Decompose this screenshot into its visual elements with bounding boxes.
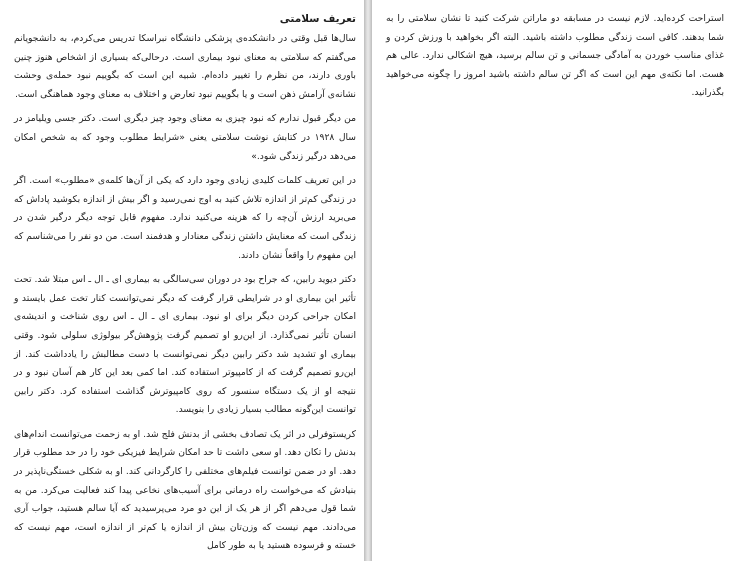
section-heading: تعریف سلامتی <box>279 13 356 25</box>
paragraph: کریستوفرلی در اثر یک تصادف بخشی از بدنش فلج شد. او به زحمت می‌توانست اندام‌های بدنش را تکان دهد. او سعی داشت تا حد امکان شرایط فیزیکی خود را در حد مطلوب قرار دهد. او در ضمن توانست فیلم‌های مختلفی را کارگردانی کند. او به شکلی خستگی‌ناپذیر در بنیادش که می‌خواست راه درمانی برای آسیب‌های نخاعی پیدا کند فعالیت می‌کرد. من به شما قول می‌دهم اگر از هر یک از این دو مرد می‌پرسیدید که آیا سالم هستید، جواب آری می‌دادند. مهم نیست که وزن‌تان بیش از اندازه یا کم‌تر از اندازه است، مهم نیست که خسته و فرسوده هستید یا به طور کامل <box>14 428 356 552</box>
paragraph: استراحت کرده‌اید. لازم نیست در مسابقه دو ماراتن شرکت کنید تا نشان سلامتی را به شما بدهند. کافی است زندگی مطلوب داشته باشید. البته اگر بخواهید با ورزش کردن و غذای مناسب خوردن به آمادگی جسمانی و تن سالم برسید، هیچ اشکالی ندارد. عالی هم هست. اما نکته‌ی مهم این است که اگر تن سالم داشته باشید امروز را چگونه می‌خواهید بگذرانید. <box>386 13 724 99</box>
paragraph: سال‌ها قبل وقتی در دانشکده‌ی پزشکی دانشگاه نبراسکا تدریس می‌کردم، به دانشجویانم می‌گفتم که سلامتی به معنای نبود بیماری است. درحالی‌که بسیاری از اشخاص هنوز چنین باوری دارند، من نظرم را تغییر داده‌ام. شبیه این است که بگوییم نبود حمله‌ی وحشت نشانه‌ی آرامش ذهن است و یا بگوییم نبود تعارض و اختلاف به معنای وجود هماهنگی است. <box>14 33 356 100</box>
paragraph: دکتر دیوید رابین، که جراح بود در دوران سی‌سالگی به بیماری ای ـ ال ـ اس مبتلا شد. تحت تأثیر این بیماری او در شرایطی قرار گرفت که دیگر نمی‌توانست کنار تخت عمل بایستد و امکان جراحی کردن دیگر برای او نبود. بیماری ای ـ ال ـ اس روی شناخت و اندیشه‌ی انسان تأثیر نمی‌گذارد. از این‌رو او تصمیم گرفت پژوهش‌گر بیولوژی سلولی شود. وقتی بیماری او تشدید شد دکتر رابین دیگر نمی‌توانست با دست مطالبش را یادداشت کند. از این‌رو تصمیم گرفت که از کامپیوتر استفاده کند. اما کمی بعد این کار هم آسان نبود و در نتیجه او از یک دستگاه سنسور که روی کامپیوترش گذاشت استفاده کرد. دکتر رابین توانست این‌گونه مطالب بسیار زیادی را بنویسد. <box>14 274 356 416</box>
left-page <box>0 0 364 561</box>
right-page <box>372 0 732 561</box>
paragraph: من دیگر قبول ندارم که نبود چیزی به معنای وجود چیز دیگری است. دکتر جسی ویلیامز در سال ۱۹۲۸ در کتابش نوشت سلامتی یعنی «شرایط مطلوب وجود که به شخص امکان می‌دهد درگیر زندگی شود.» <box>14 113 357 162</box>
book-gutter <box>364 0 372 561</box>
paragraph: در این تعریف کلمات کلیدی زیادی وجود دارد که یکی از آن‌ها کلمه‌ی «مطلوب» است. اگر در زندگی کم‌تر از اندازه تلاش کنید به اوج نمی‌رسید و اگر بیش از اندازه بکوشید پاداش که می‌برید ارزش آن‌چه را که هزینه می‌کنید ندارد. مفهوم قابل توجه دیگر درگیر شدن در زندگی است که معنایش داشتن زندگی معنادار و هدفمند است. من دو نفر را می‌شناسم که این مفهوم را واقعاً نشان دادند. <box>14 175 356 261</box>
